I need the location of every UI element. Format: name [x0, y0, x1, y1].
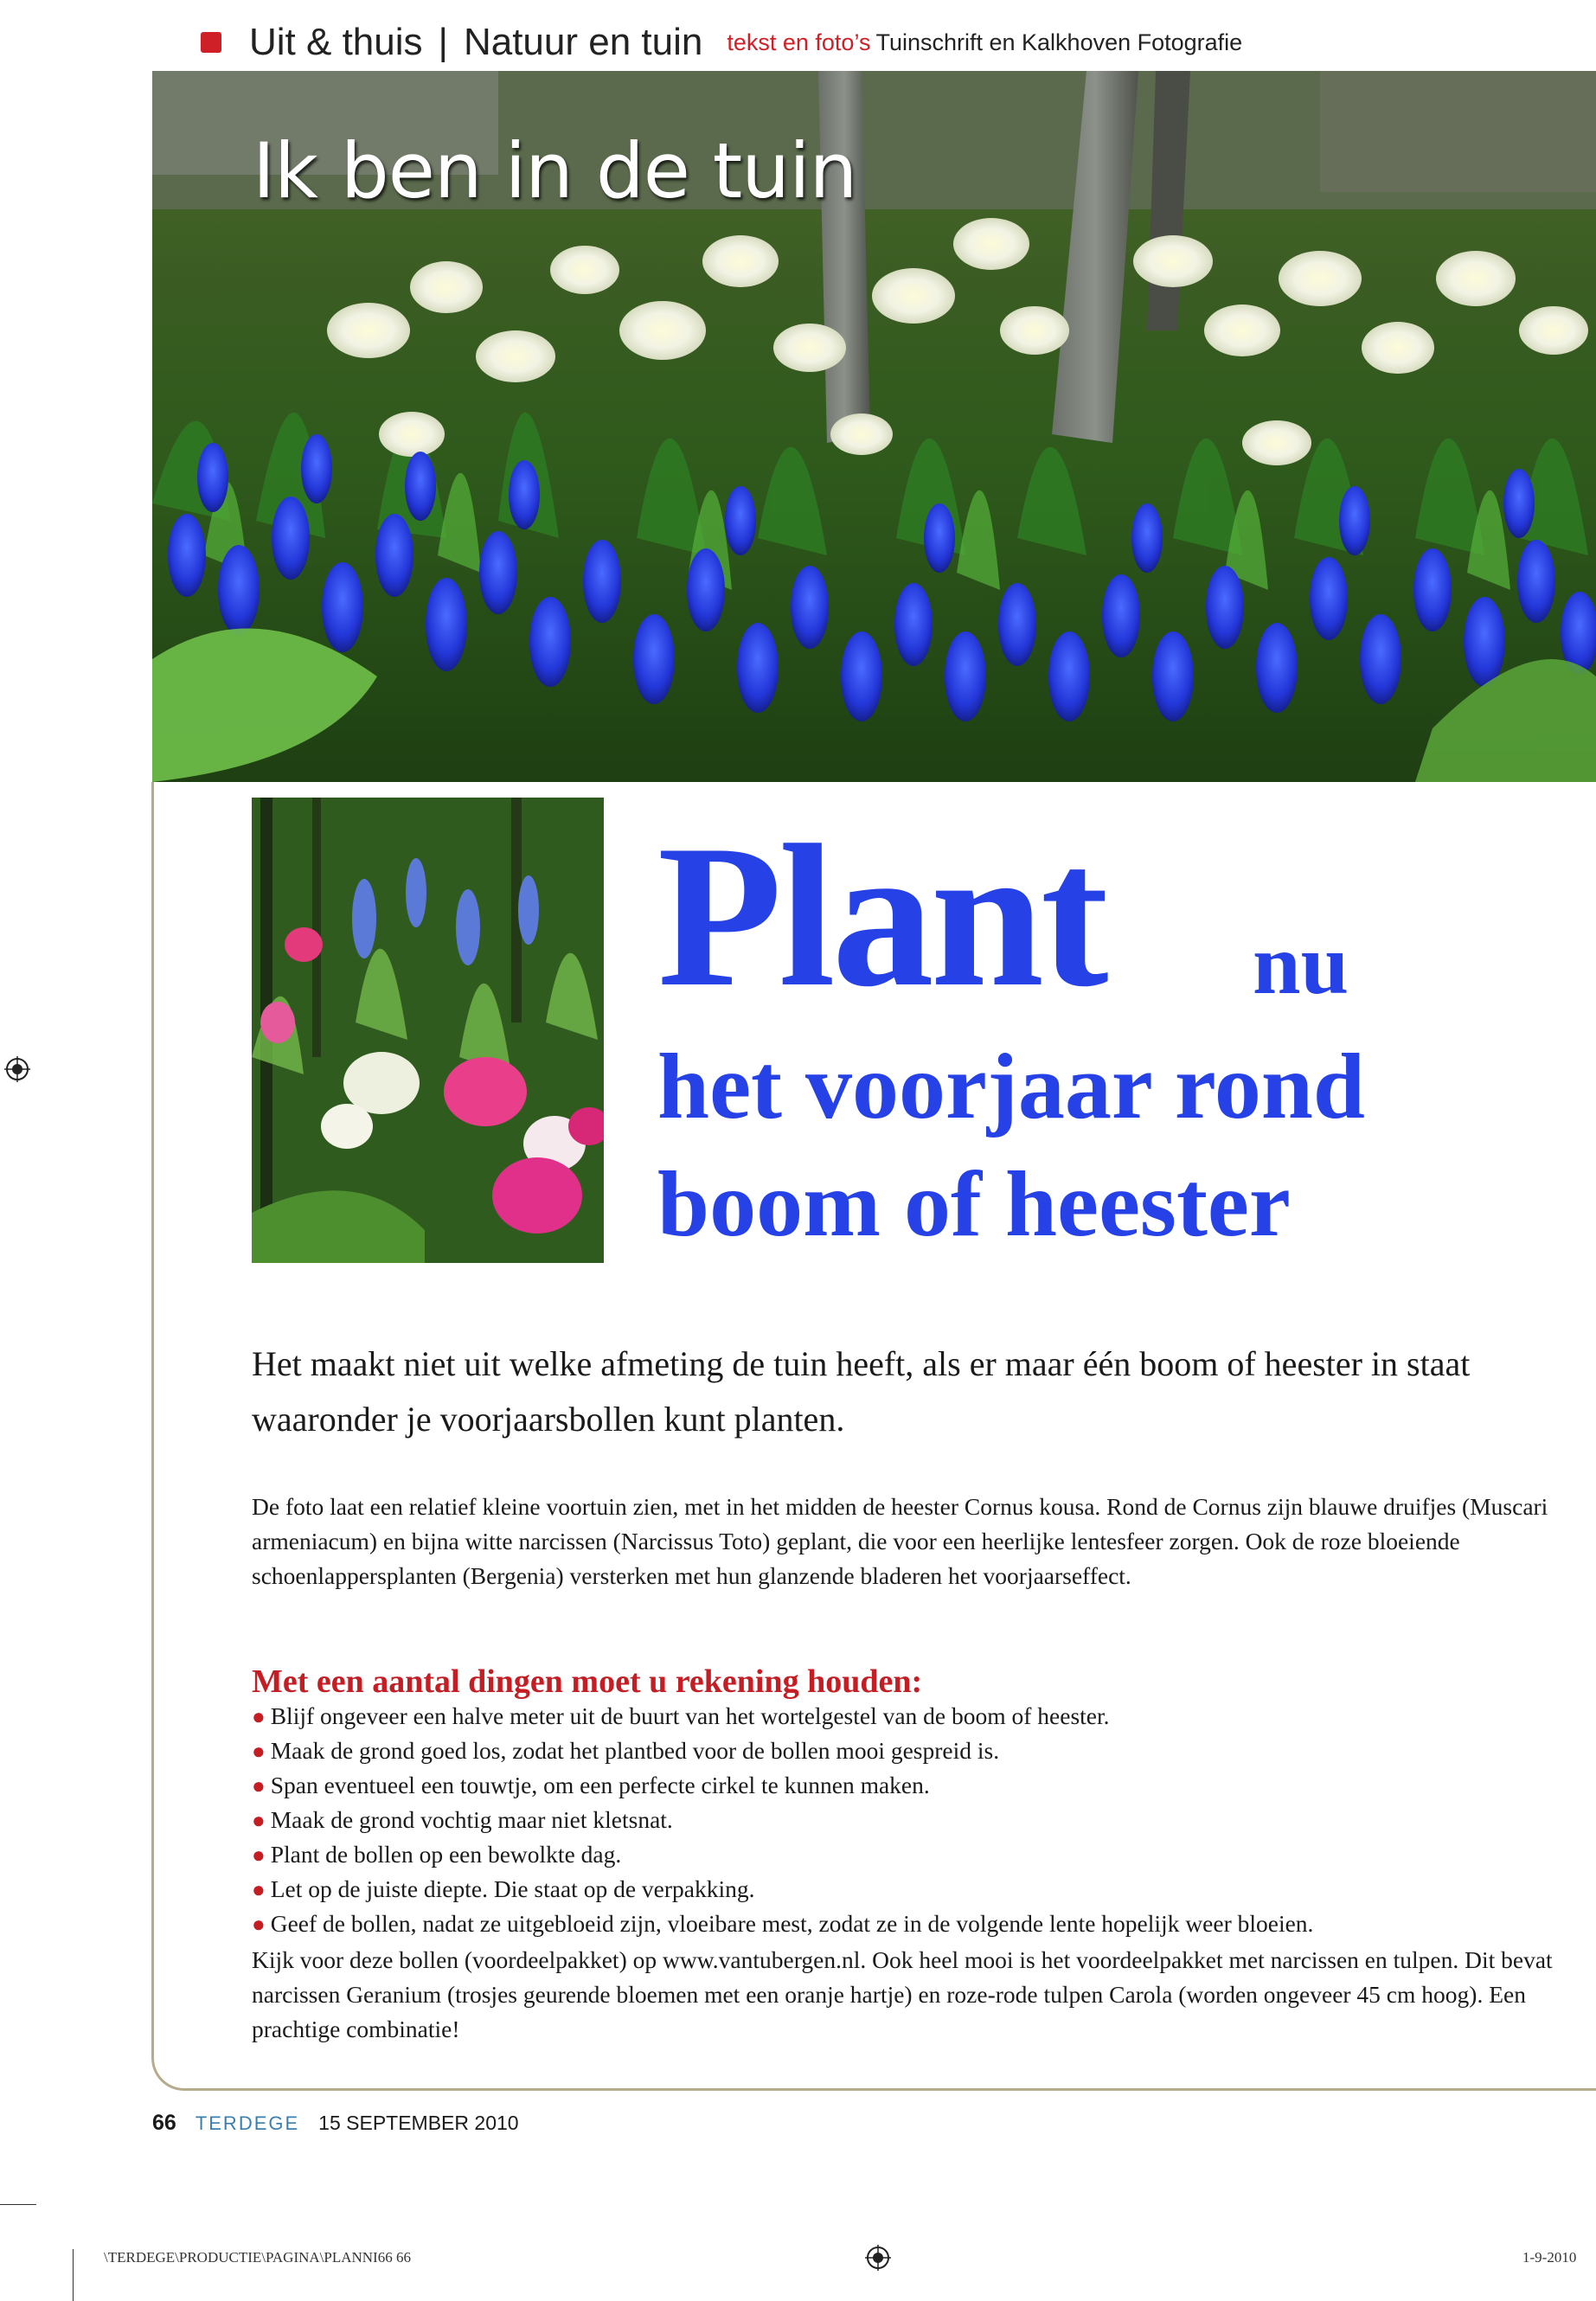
tip-text: Let op de juiste diepte. Die staat op de verpakking. — [270, 1875, 755, 1902]
bullet-icon: ● — [252, 1843, 266, 1868]
section-separator: | — [438, 21, 448, 63]
magazine-name: TERDEGE — [195, 2112, 300, 2134]
section-title: Uit & thuis — [249, 21, 423, 63]
tip-text: Maak de grond goed los, zodat het plantbed voor de bollen mooi gespreid is. — [270, 1737, 1000, 1764]
bullet-icon: ● — [252, 1704, 266, 1729]
headline-plant: Plant — [657, 804, 1106, 1029]
registration-mark-icon — [865, 2245, 891, 2271]
slug-path: \TERDEGE\PRODUCTIE\PAGINA\PLANNI66 66 — [104, 2249, 411, 2266]
registration-mark-icon — [4, 1056, 30, 1082]
bullet-icon: ● — [252, 1808, 266, 1833]
headline-line-2: het voorjaar rond — [657, 1035, 1365, 1138]
hero-photo — [152, 71, 1596, 782]
section-category: Natuur en tuin — [463, 21, 703, 63]
tip-item — [252, 1768, 930, 1804]
tips-heading: Met een aantal dingen moet u rekening houden: — [252, 1663, 923, 1700]
hero-title: Ik ben in de tuin — [253, 126, 857, 215]
tip-item — [252, 1872, 754, 1907]
tip-text: Plant de bollen op een bewolkte dag. — [270, 1841, 622, 1868]
headline-line-3: boom of heester — [657, 1153, 1291, 1256]
tip-text: Blijf ongeveer een halve meter uit de buurt van het wortelgestel van de boom of heester. — [270, 1702, 1110, 1729]
bullet-icon: ● — [252, 1739, 266, 1764]
tip-text: Span eventueel een touwtje, om een perfecte cirkel te kunnen maken. — [270, 1772, 930, 1798]
body-paragraph: De foto laat een relatief kleine voortuin zien, met in het midden de heester Cornus kousa. Rond de Cornus zijn blauwe druifjes (Muscari armeniacum) en bijna witte narcissen (Narcissus Toto) geplant, die voor een heerlijke lentesfeer zorgen. Ook de roze bloeiende schoenlappersplanten (Bergenia) versterken met hun glanzende bladeren het voorjaarseffect. — [252, 1493, 1548, 1589]
inset-photo — [252, 798, 604, 1263]
closing-paragraph: Kijk voor deze bollen (voordeelpakket) op www.vantubergen.nl. Ook heel mooi is het voordeelpakket met narcissen en tulpen. Dit bevat narcissen Geranium (trosjes geurende bloemen met een oranje hartje) en roze-rode tulpen Carola (worden ongeveer 45 cm hoog). Een prachtige combinatie! — [252, 1946, 1553, 2042]
issue-date: 15 SEPTEMBER 2010 — [318, 2112, 519, 2134]
tip-item — [252, 1803, 673, 1838]
tip-text: Geef de bollen, nadat ze uitgebloeid zijn, vloeibare mest, zodat ze in de volgende lente hopelijk weer bloeien. — [270, 1910, 1314, 1937]
crop-mark — [0, 2204, 36, 2205]
headline-nu: nu — [1253, 916, 1349, 1012]
flowerbed-photo — [252, 798, 604, 1263]
bullet-icon: ● — [252, 1912, 266, 1937]
tip-item — [252, 1734, 999, 1769]
credit-label: tekst en foto’s — [727, 29, 871, 55]
slug-date: 1-9-2010 — [1522, 2249, 1577, 2266]
bullet-icon: ● — [252, 1877, 266, 1902]
bullet-icon: ● — [252, 1773, 266, 1798]
tip-item — [252, 1699, 1110, 1734]
page-number: 66 — [152, 2111, 176, 2135]
tip-item — [252, 1907, 1313, 1942]
tip-text: Maak de grond vochtig maar niet kletsnat. — [270, 1806, 673, 1833]
tip-item — [252, 1837, 621, 1873]
section-header — [201, 12, 1242, 73]
crop-mark — [73, 2249, 74, 2301]
photo-credit: Tuinschrift en Kalkhoven Fotografie — [875, 29, 1243, 55]
section-marker — [201, 32, 221, 53]
intro-paragraph: Het maakt niet uit welke afmeting de tuin heeft, als er maar één boom of heester in staat waaronder je voorjaarsbollen kunt planten. — [252, 1344, 1471, 1439]
page-footer — [152, 2111, 519, 2140]
